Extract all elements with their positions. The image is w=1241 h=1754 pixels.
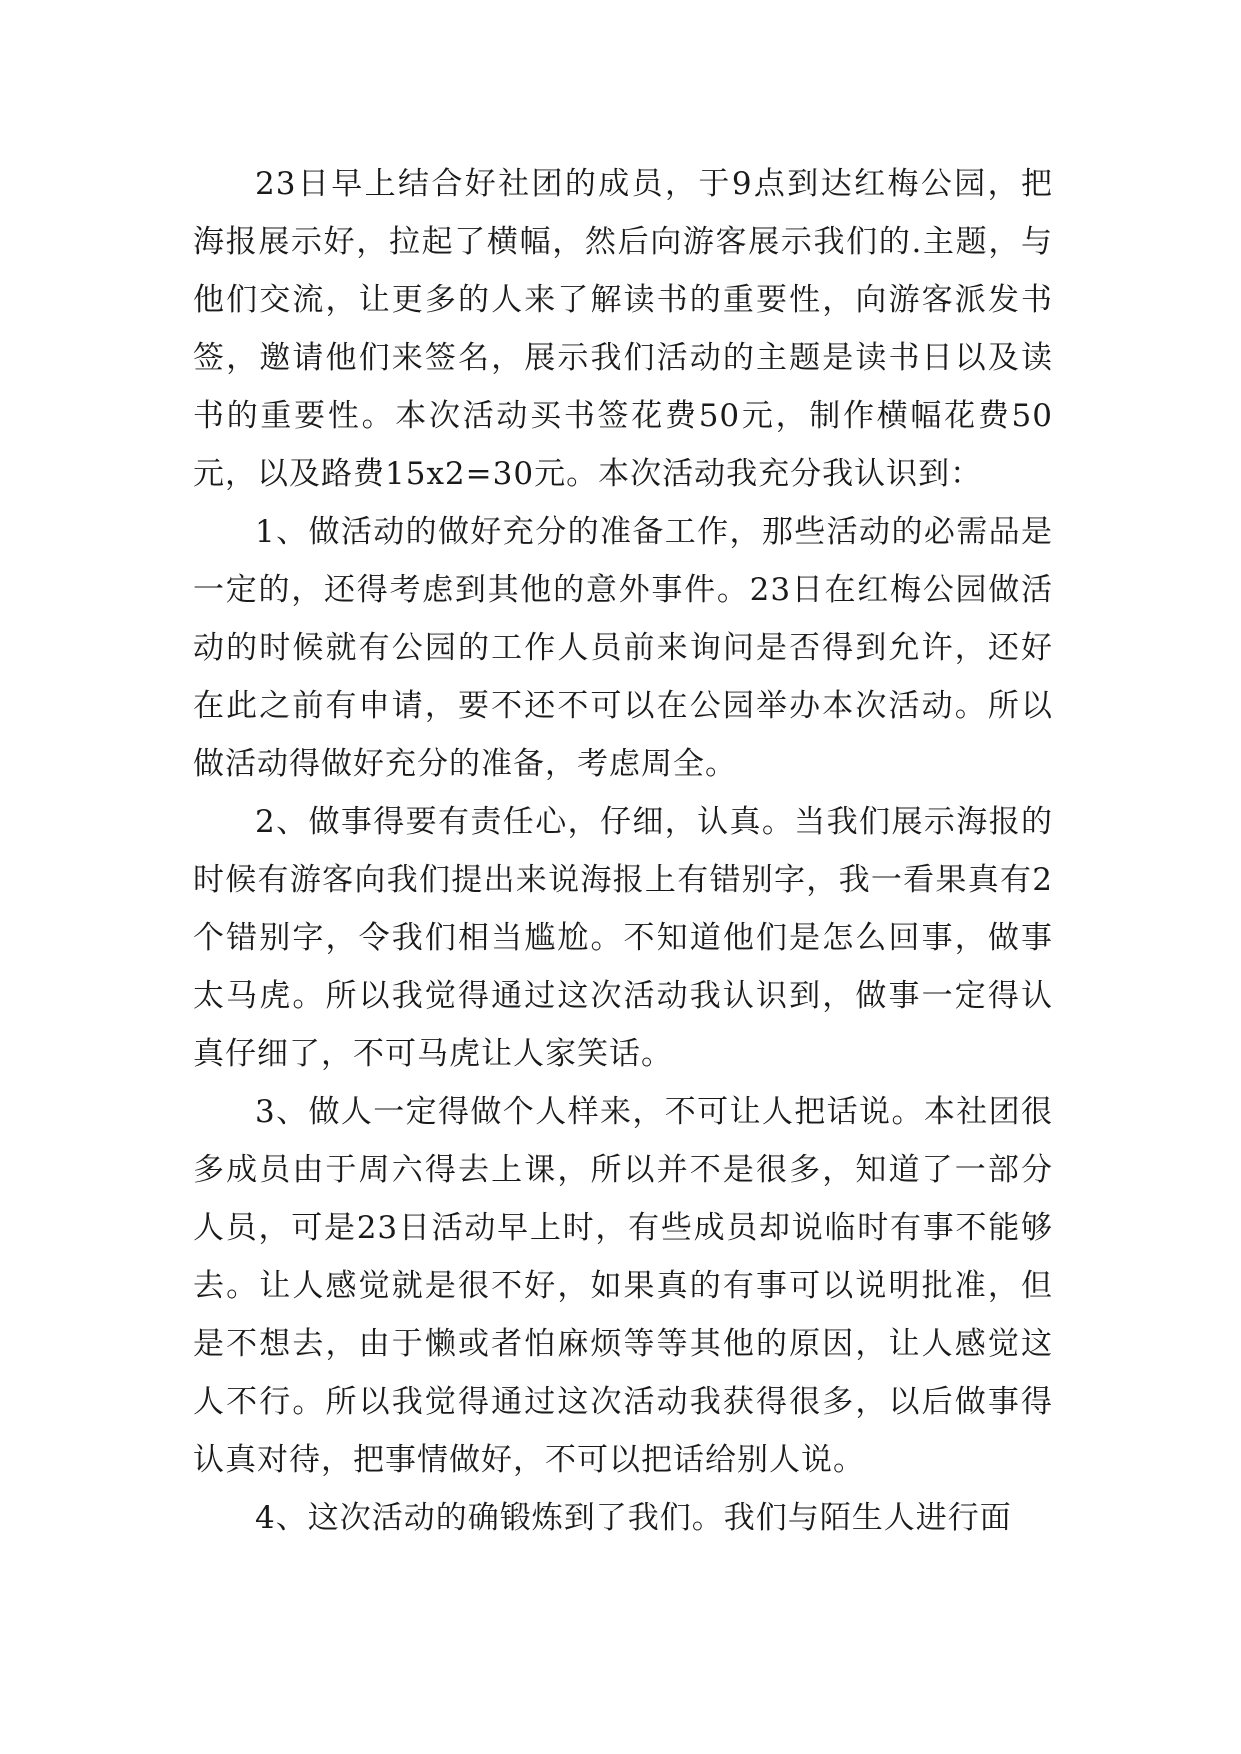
paragraph-point-4: 4、这次活动的确锻炼到了我们。我们与陌生人进行面 [255,1500,1012,1536]
paragraph-point-2: 2、做事得要有责任心，仔细，认真。当我们展示海报的时候有游客向我们提出来说海报上有错别字，我一看果真有2个错别字，令我们相当尴尬。不知道他们是怎么回事，做事太马虎。所以我觉得通过这次活动我认识到，做事一定得认真仔细了，不可马虎让人家笑话。 [193,804,1053,1072]
paragraph-intro: 23日早上结合好社团的成员，于9点到达红梅公园，把海报展示好，拉起了横幅，然后向游客展示我们的.主题，与他们交流，让更多的人来了解读书的重要性，向游客派发书签，邀请他们来签名，展示我们活动的主题是读书日以及读书的重要性。本次活动买书签花费50元，制作横幅花费50元，以及路费15x2=30元。本次活动我充分我认识到： [193,166,1053,492]
paragraph-point-3: 3、做人一定得做个人样来，不可让人把话说。本社团很多成员由于周六得去上课，所以并不是很多，知道了一部分人员，可是23日活动早上时，有些成员却说临时有事不能够去。让人感觉就是很不好，如果真的有事可以说明批准，但是不想去，由于懒或者怕麻烦等等其他的原因，让人感觉这人不行。所以我觉得通过这次活动我获得很多，以后做事得认真对待，把事情做好，不可以把话给别人说。 [193,1094,1053,1478]
document-body [193,155,1053,1547]
paragraph-point-1: 1、做活动的做好充分的准备工作，那些活动的必需品是一定的，还得考虑到其他的意外事件。23日在红梅公园做活动的时候就有公园的工作人员前来询问是否得到允许，还好在此之前有申请，要不还不可以在公园举办本次活动。所以做活动得做好充分的准备，考虑周全。 [193,514,1053,782]
